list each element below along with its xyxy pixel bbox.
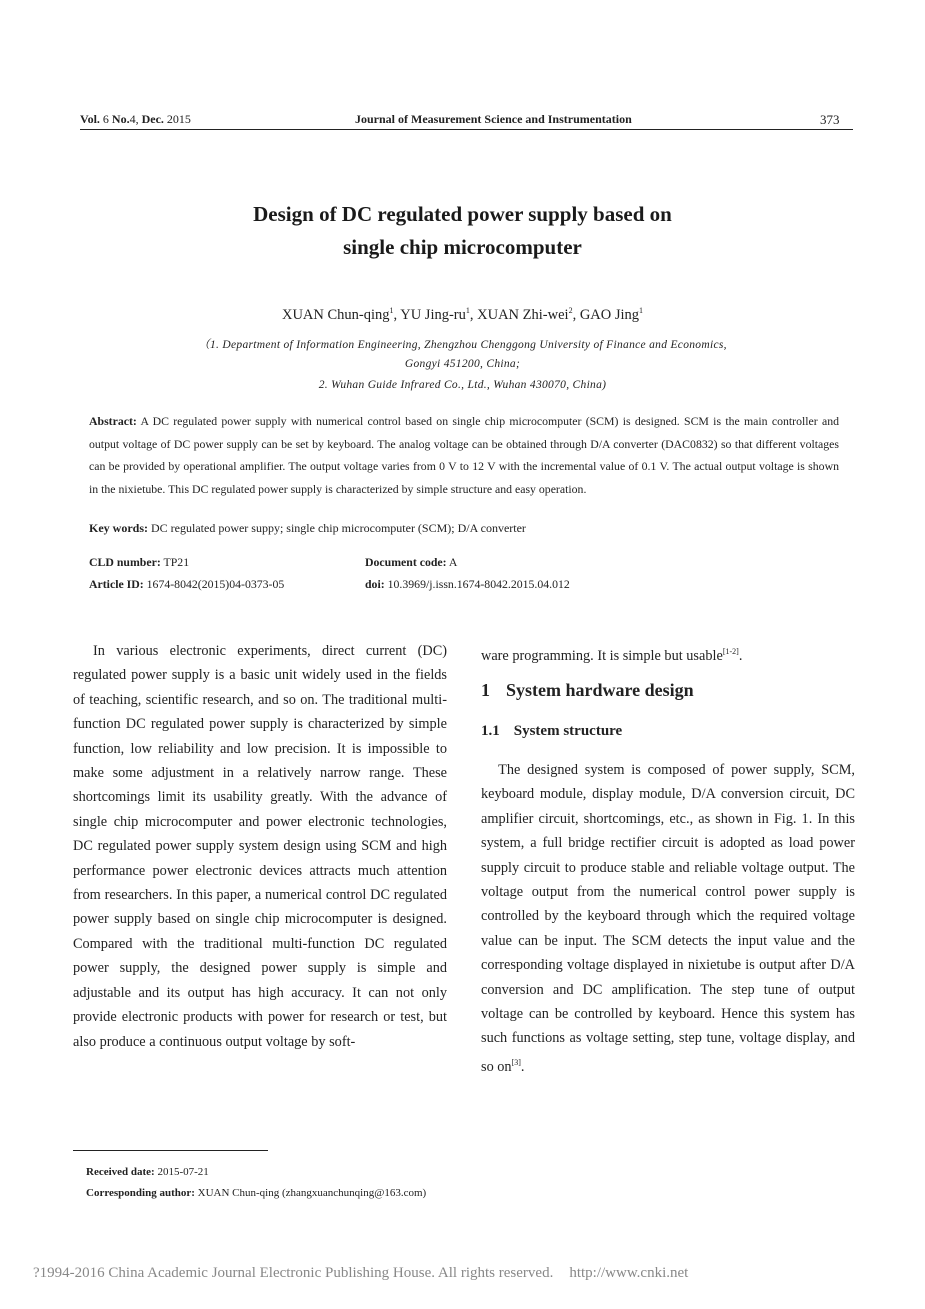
author-affiliation-mark: 1 <box>389 306 394 315</box>
citation-ref: [1-2] <box>722 647 739 656</box>
date-label: Dec. <box>141 112 164 126</box>
header-rule <box>80 129 853 130</box>
keywords <box>89 521 839 536</box>
vol-number: 6 <box>102 112 109 126</box>
doi <box>365 577 570 592</box>
body-right-column-paragraph <box>481 758 855 1079</box>
journal-name: Journal of Measurement Science and Instrumentation <box>355 112 632 126</box>
body-right-column-continuation <box>481 640 855 668</box>
article-id-label: Article ID: <box>89 577 144 591</box>
paragraph-text: The designed system is composed of power supply, SCM, keyboard module, display module, D/A conversion circuit, DC amplifier circuit, shortcomings, etc., as shown in Fig. 1. In this system, a full bridge rectifier circuit is adopted as load power supply circuit to produce stable and reliable voltage output. The voltage output from the numerical control power supply is controlled by the keyboard through which the required voltage value can be input. The SCM detects the input value and the corresponding voltage displayed in nixietube is output after D/A conversion and DC amplification. The step tune of output voltage can be controlled by keyboard. Hence this system has such functions as voltage setting, step tune, voltage display, and so on <box>481 762 855 1075</box>
author-affiliation-mark: 2 <box>568 306 573 315</box>
author-name: YU Jing-ru <box>400 306 466 323</box>
title-line-2: single chip microcomputer <box>343 235 582 259</box>
section-number: 1 <box>481 680 490 700</box>
clc-number <box>89 555 189 570</box>
author-list: XUAN Chun-qing$^1$, YU Jing-$ru^1$, XUAN Zhi-wei$^2$, GAO Jing$^1$ <box>281 306 644 323</box>
author-name: XUAN Zhi-wei <box>477 306 569 323</box>
citation-ref: [3] <box>511 1057 521 1067</box>
page-number: 373 <box>820 112 840 127</box>
abstract <box>89 410 839 500</box>
body-left-column: In various electronic experiments, direct current (DC) regulated power supply is a basic unit widely used in the fields of teaching, scientific research, and so on. The traditional multi-function DC regulated power supply is characterized by simple function, low reliability and low precision. It is impossible to make some adjustment in a relatively narrow range. These shortcomings limit its usability greatly. With the advance of single chip microcomputer and power electronic technologies, DC regulated power supply system design using SCM and high performance power electronic devices attracts much attention from researchers. In this paper, a numerical control DC regulated power supply based on single chip microcomputer is designed. Compared with the traditional multi-function DC regulated power supply, the designed power supply is simple and adjustable and its output has high accuracy. It can not only provide electronic products with power for research or test, but also produce a continuous output voltage by soft- <box>73 643 447 1050</box>
article-id-value: 1674-8042(2015)04-0373-05 <box>146 577 285 591</box>
title-line-1: Design of DC regulated power supply based on <box>253 202 672 226</box>
year: 2015 <box>166 112 191 126</box>
no-number: 4 <box>129 112 136 126</box>
article-id <box>89 577 284 592</box>
footnote-rule <box>73 1150 268 1151</box>
author-name: XUAN Chun-qing <box>281 306 390 323</box>
document-code <box>365 555 457 570</box>
running-header-issue: Vol. 6 No.4, Dec. 2015 <box>80 112 191 126</box>
doc-code-label: Document code: <box>365 555 447 569</box>
author-name: GAO Jing <box>579 306 640 323</box>
corresponding-author-value: XUAN Chun-qing (zhangxuanchunqing@163.com) <box>197 1187 427 1199</box>
author-affiliation-mark: 1 <box>639 306 644 315</box>
affiliation-line-3: 2. Wuhan Guide Infrared Co., Ltd., Wuhan 430070, China) <box>318 379 607 391</box>
subsection-heading-1-1 <box>481 723 622 740</box>
doi-label: doi: <box>365 577 385 591</box>
subsection-number: 1.1 <box>481 723 500 739</box>
corresponding-author <box>86 1187 426 1199</box>
section-title: System hardware design <box>506 680 694 700</box>
no-label: No. <box>111 112 130 126</box>
clc-label: CLD number: <box>89 555 161 569</box>
paragraph-end: . <box>520 1058 525 1075</box>
section-heading-1 <box>481 680 694 701</box>
doc-code-value: A <box>448 555 458 569</box>
author-affiliation-mark: 1 <box>465 306 470 315</box>
keywords-text: DC regulated power suppy; single chip microcomputer (SCM); D/A converter <box>151 521 526 535</box>
subsection-title: System structure <box>513 723 623 739</box>
vol-label: Vol. <box>80 112 100 126</box>
copyright-text: ?1994-2016 China Academic Journal Electronic Publishing House. All rights reserved. <box>33 1265 554 1281</box>
corresponding-author-label: Corresponding author: <box>86 1187 195 1199</box>
abstract-label: Abstract: <box>89 414 137 428</box>
received-label: Received date: <box>86 1166 155 1178</box>
keywords-label: Key words: <box>89 521 148 535</box>
abstract-text: A DC regulated power supply with numerical control based on single chip microcomputer (SCM) is designed. SCM is the main controller and output voltage of DC power supply can be set by keyboard. The analog voltage can be obtained through D/A converter (DAC0832) so that different voltages can be provided by operational amplifier. The output voltage varies from 0 V to 12 V with the incremental value of 0.1 V. The actual output voltage is shown in the nixietube. This DC regulated power supply is characterized by simple structure and easy operation. <box>89 414 839 496</box>
received-value: 2015-07-21 <box>157 1166 209 1178</box>
clc-value: TP21 <box>163 555 190 569</box>
affiliation-line-1: （1. Department of Information Engineering, Zhengzhou Chenggong University of Finance and Economics, <box>198 339 727 351</box>
doi-value: 10.3969/j.issn.1674-8042.2015.04.012 <box>387 577 570 591</box>
affiliation-line-2: Gongyi 451200, China; <box>404 358 521 370</box>
continuation-end: . <box>738 647 743 664</box>
cnki-url[interactable]: http://www.cnki.net <box>569 1265 689 1281</box>
paper-title <box>100 198 825 264</box>
copyright-notice <box>33 1265 688 1282</box>
continuation-text: ware programming. It is simple but usable <box>481 647 723 664</box>
received-date <box>86 1166 209 1178</box>
